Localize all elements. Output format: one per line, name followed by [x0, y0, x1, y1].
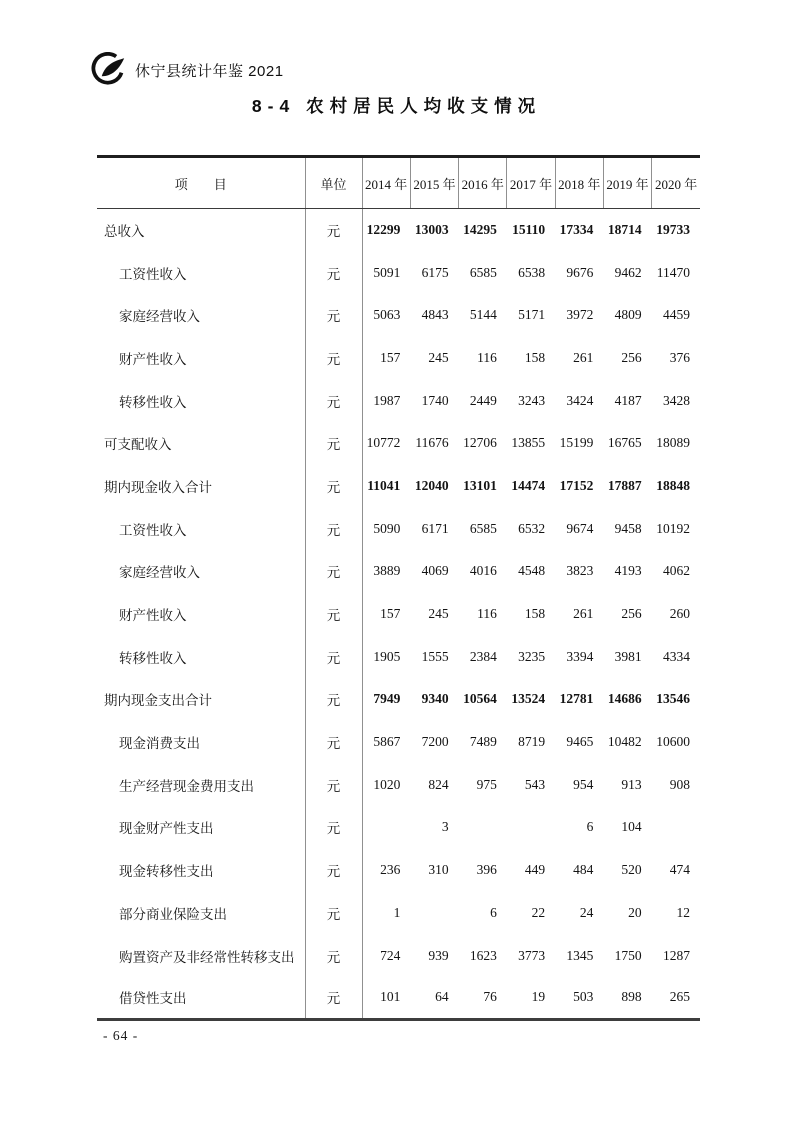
cell-value: 5171: [518, 307, 546, 323]
cell-value: 6585: [469, 520, 497, 536]
row-unit: 元: [305, 593, 362, 636]
row-unit: 元: [305, 763, 362, 806]
cell-value: 13855: [511, 435, 546, 451]
page-title: 8-4 农村居民人均收支情况: [251, 96, 542, 116]
cell-value: 908: [669, 776, 690, 792]
table-row: [97, 379, 700, 422]
cell-value: 6532: [518, 520, 546, 536]
cell-value: 543: [524, 776, 546, 792]
row-label: 期内现金支出合计: [97, 678, 305, 721]
row-label: 家庭经营收入: [97, 550, 305, 593]
cell-value: 724: [380, 947, 401, 963]
cell-value: 261: [573, 349, 594, 365]
cell-value: 4062: [663, 563, 690, 579]
cell-value: 913: [621, 776, 642, 792]
table-row: [97, 849, 700, 892]
cell-value: 3424: [566, 392, 594, 408]
row-label: 可支配收入: [97, 422, 305, 465]
cell-value: 9465: [566, 734, 594, 750]
cell-value: 7200: [421, 734, 449, 750]
table-row: [97, 209, 700, 252]
cell-value: 104: [621, 819, 642, 835]
cell-value: 15199: [559, 435, 594, 451]
cell-value: 1750: [614, 947, 642, 963]
cell-value: 13003: [414, 222, 449, 238]
cell-value: 1345: [566, 947, 594, 963]
cell-value: 3889: [373, 563, 401, 579]
cell-value: 3981: [614, 648, 642, 664]
row-label: 现金消费支出: [97, 721, 305, 764]
cell-value: 18089: [656, 435, 690, 451]
row-unit: 元: [305, 550, 362, 593]
cell-value: 19: [531, 989, 546, 1005]
cell-value: [507, 806, 555, 849]
cell-value: 116: [477, 606, 497, 622]
table-row: [97, 806, 700, 849]
cell-value: 9674: [566, 520, 594, 536]
cell-value: 3235: [518, 648, 546, 664]
cell-value: 9462: [614, 264, 642, 280]
cell-value: 265: [669, 989, 690, 1005]
cell-value: 11676: [415, 435, 449, 451]
row-label: 总收入: [97, 209, 305, 252]
cell-value: [410, 892, 458, 935]
cell-value: 9458: [614, 520, 642, 536]
cell-value: 15110: [512, 222, 546, 238]
row-unit: 元: [305, 294, 362, 337]
cell-value: 22: [531, 904, 546, 920]
cell-value: 824: [428, 776, 449, 792]
cell-value: 11470: [656, 264, 690, 280]
cell-value: 1020: [373, 776, 401, 792]
row-label: 借贷性支出: [97, 977, 305, 1020]
cell-value: [652, 806, 700, 849]
row-label: 期内现金收入合计: [97, 465, 305, 508]
cell-value: 158: [524, 606, 546, 622]
column-header: 2020 年: [652, 157, 700, 209]
cell-value: 76: [483, 989, 497, 1005]
column-header: 2015 年: [410, 157, 458, 209]
cell-value: 1987: [373, 392, 401, 408]
row-label: 工资性收入: [97, 251, 305, 294]
cell-value: 10564: [463, 691, 497, 707]
table-row: [97, 593, 700, 636]
cell-value: 5091: [373, 264, 401, 280]
cell-value: 158: [524, 349, 546, 365]
cell-value: 7489: [469, 734, 497, 750]
table-row: [97, 550, 700, 593]
row-unit: 元: [305, 209, 362, 252]
column-header: 项 目: [97, 157, 305, 209]
cell-value: 898: [621, 989, 642, 1005]
cell-value: 939: [428, 947, 449, 963]
row-unit: 元: [305, 892, 362, 935]
cell-value: 1287: [663, 947, 690, 963]
row-label: 部分商业保险支出: [97, 892, 305, 935]
cell-value: 1: [393, 904, 401, 920]
column-header: 2016 年: [459, 157, 507, 209]
cell-value: 6: [490, 904, 497, 920]
cell-value: 19733: [656, 222, 690, 238]
cell-value: 20: [628, 904, 642, 920]
table-row: [97, 507, 700, 550]
cell-value: 6585: [469, 264, 497, 280]
cell-value: 10600: [656, 734, 690, 750]
column-header: 2019 年: [603, 157, 651, 209]
table-row: [97, 635, 700, 678]
cell-value: 256: [621, 606, 642, 622]
cell-value: 101: [380, 989, 401, 1005]
cell-value: 6171: [421, 520, 449, 536]
cell-value: 157: [380, 349, 401, 365]
cell-value: 4459: [663, 307, 690, 323]
cell-value: 256: [621, 349, 642, 365]
cell-value: 157: [380, 606, 401, 622]
cell-value: 3: [441, 819, 449, 835]
cell-value: 6: [586, 819, 594, 835]
masthead: [90, 52, 284, 88]
cell-value: 3972: [566, 307, 594, 323]
cell-value: 18848: [656, 477, 690, 493]
cell-value: 245: [428, 349, 449, 365]
cell-value: 449: [524, 862, 546, 878]
cell-value: 13101: [463, 477, 497, 493]
cell-value: 10772: [366, 435, 401, 451]
row-unit: 元: [305, 507, 362, 550]
cell-value: 245: [428, 606, 449, 622]
cell-value: 5144: [469, 307, 497, 323]
cell-value: 4016: [469, 563, 497, 579]
row-label: 购置资产及非经常性转移支出: [97, 934, 305, 977]
cell-value: 4548: [518, 563, 546, 579]
cell-value: 13524: [511, 691, 546, 707]
cell-value: 975: [476, 776, 497, 792]
cell-value: 310: [428, 862, 449, 878]
table-header-row: [97, 157, 700, 209]
column-header: 2018 年: [555, 157, 603, 209]
cell-value: 10192: [656, 520, 690, 536]
statistics-table: [97, 155, 700, 1021]
row-label: 转移性收入: [97, 379, 305, 422]
cell-value: 9676: [566, 264, 594, 280]
cell-value: 6538: [518, 264, 546, 280]
cell-value: 954: [573, 776, 594, 792]
table-row: [97, 422, 700, 465]
row-label: 工资性收入: [97, 507, 305, 550]
row-label: 现金财产性支出: [97, 806, 305, 849]
cell-value: 11041: [367, 477, 401, 493]
cell-value: 64: [435, 989, 449, 1005]
cell-value: 17334: [559, 222, 594, 238]
table-row: [97, 465, 700, 508]
cell-value: 12: [676, 904, 690, 920]
row-unit: 元: [305, 635, 362, 678]
table-row: [97, 934, 700, 977]
table-row: [97, 721, 700, 764]
row-unit: 元: [305, 849, 362, 892]
cell-value: 3243: [518, 392, 546, 408]
table-row: [97, 977, 700, 1020]
column-header: 2017 年: [507, 157, 555, 209]
row-unit: 元: [305, 721, 362, 764]
row-unit: 元: [305, 678, 362, 721]
cell-value: 9340: [421, 691, 449, 707]
page-number: - 64 -: [103, 1028, 139, 1043]
cell-value: 396: [476, 862, 497, 878]
row-unit: 元: [305, 806, 362, 849]
cell-value: 261: [573, 606, 594, 622]
cell-value: 12299: [366, 222, 401, 238]
cell-value: 484: [573, 862, 594, 878]
row-unit: 元: [305, 465, 362, 508]
cell-value: 4843: [421, 307, 449, 323]
yearbook-title: 休宁县统计年鉴 2021: [135, 62, 284, 80]
cell-value: 8719: [518, 734, 546, 750]
cell-value: 116: [477, 349, 497, 365]
table-row: [97, 251, 700, 294]
cell-value: 4069: [421, 563, 449, 579]
table-body: [97, 209, 700, 1020]
cell-value: [362, 806, 410, 849]
cell-value: 12040: [414, 477, 449, 493]
cell-value: 474: [669, 862, 690, 878]
cell-value: 18714: [607, 222, 642, 238]
cell-value: 12781: [559, 691, 594, 707]
table-row: [97, 337, 700, 380]
cell-value: 1740: [421, 392, 449, 408]
row-label: 家庭经营收入: [97, 294, 305, 337]
column-header: 单位: [305, 157, 362, 209]
row-unit: 元: [305, 251, 362, 294]
statistics-table-container: [97, 155, 700, 1021]
cell-value: 24: [579, 904, 594, 920]
cell-value: 17887: [607, 477, 642, 493]
cell-value: 3773: [518, 947, 546, 963]
cell-value: 5090: [373, 520, 401, 536]
cell-value: 260: [669, 606, 690, 622]
cell-value: 503: [573, 989, 594, 1005]
table-row: [97, 294, 700, 337]
cell-value: 2449: [469, 392, 497, 408]
cell-value: 16765: [607, 435, 642, 451]
cell-value: 3823: [566, 563, 594, 579]
row-unit: 元: [305, 934, 362, 977]
cell-value: 4193: [614, 563, 642, 579]
cell-value: 4809: [614, 307, 642, 323]
cell-value: 7949: [373, 691, 401, 707]
cell-value: 2384: [469, 648, 497, 664]
cell-value: 4187: [614, 392, 642, 408]
cell-value: 13546: [656, 691, 690, 707]
table-row: [97, 678, 700, 721]
cell-value: 4334: [663, 648, 690, 664]
yearbook-logo-icon: [90, 52, 126, 88]
row-unit: 元: [305, 379, 362, 422]
cell-value: 14295: [463, 222, 497, 238]
cell-value: 1555: [421, 648, 449, 664]
row-unit: 元: [305, 337, 362, 380]
cell-value: 6175: [421, 264, 449, 280]
cell-value: 520: [621, 862, 642, 878]
row-label: 现金转移性支出: [97, 849, 305, 892]
table-row: [97, 763, 700, 806]
cell-value: 3394: [566, 648, 594, 664]
row-label: 生产经营现金费用支出: [97, 763, 305, 806]
row-label: 财产性收入: [97, 593, 305, 636]
cell-value: 14686: [607, 691, 642, 707]
cell-value: 5063: [373, 307, 401, 323]
cell-value: 10482: [607, 734, 642, 750]
row-unit: 元: [305, 422, 362, 465]
row-label: 财产性收入: [97, 337, 305, 380]
cell-value: 1623: [469, 947, 497, 963]
column-header: 2014 年: [362, 157, 410, 209]
cell-value: 3428: [663, 392, 690, 408]
cell-value: 14474: [511, 477, 546, 493]
row-label: 转移性收入: [97, 635, 305, 678]
row-unit: 元: [305, 977, 362, 1020]
cell-value: 1905: [373, 648, 401, 664]
cell-value: [459, 806, 507, 849]
cell-value: 12706: [463, 435, 497, 451]
cell-value: 5867: [373, 734, 401, 750]
table-row: [97, 892, 700, 935]
cell-value: 17152: [559, 477, 594, 493]
cell-value: 376: [669, 349, 690, 365]
cell-value: 236: [380, 862, 401, 878]
